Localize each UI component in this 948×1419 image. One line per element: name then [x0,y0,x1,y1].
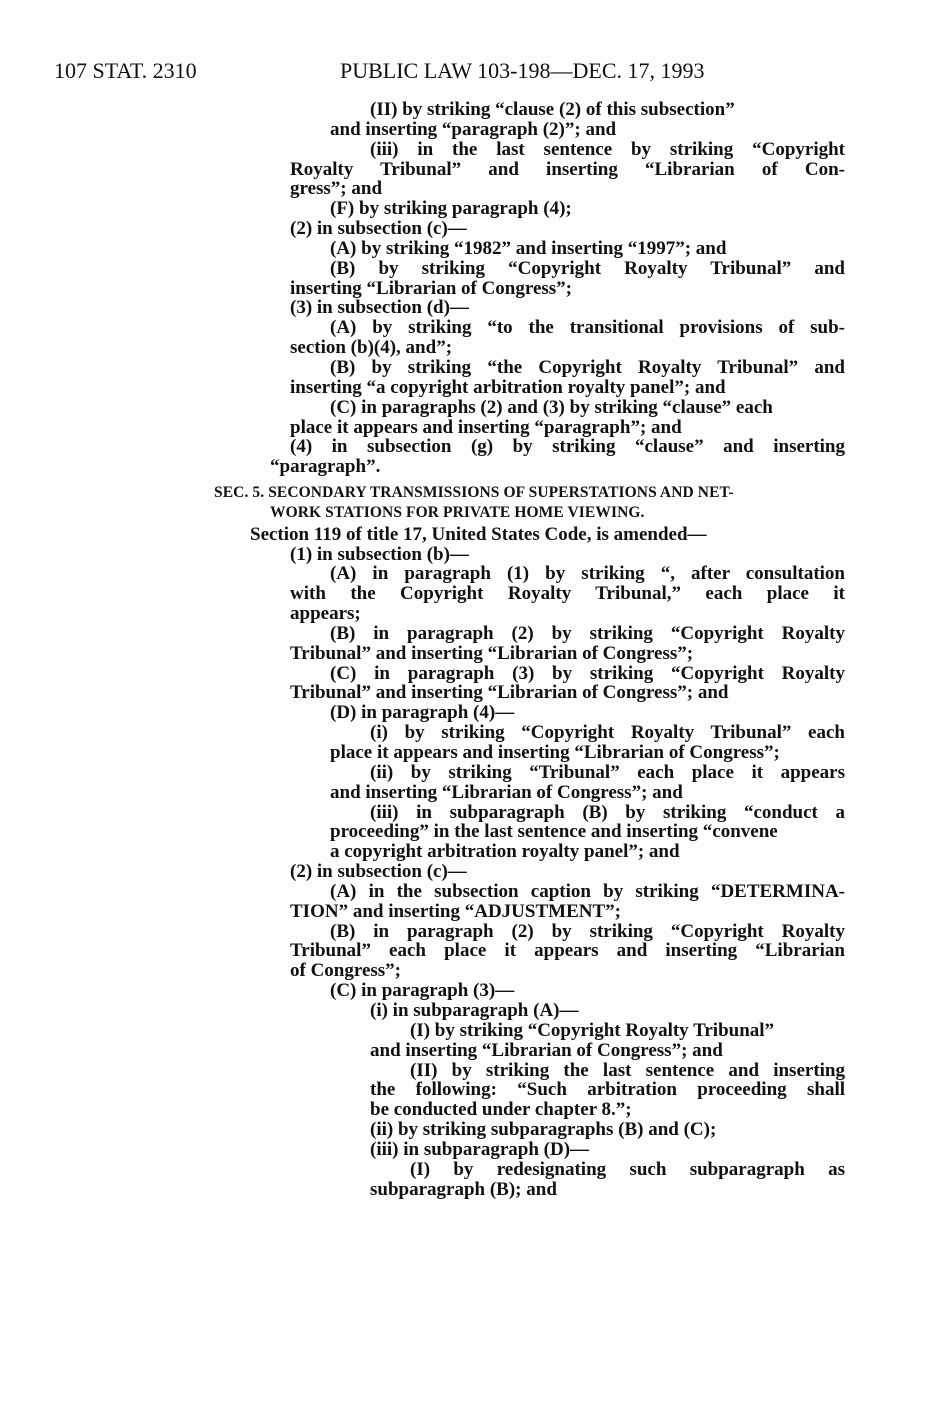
text-line: TION” and inserting “ADJUSTMENT”; [290,900,621,922]
text-line: (A) by striking “to the transitional provisions of sub- [330,317,845,339]
text-line: (i) in subparagraph (A)— [370,999,579,1021]
text-line: a copyright arbitration royalty panel”; and [330,841,680,863]
text-line: (iii) in the last sentence by striking “Copyright [370,138,845,160]
text-line: inserting “a copyright arbitration royalty panel”; and [290,376,726,398]
text-line: appears; [290,603,361,625]
text-line: (i) by striking “Copyright Royalty Tribunal” each [370,722,845,744]
text-line: of Congress”; [290,960,402,982]
text-line: (iii) in subparagraph (D)— [370,1138,590,1160]
text-line: (4) in subsection (g) by striking “clause” and inserting [290,436,845,458]
text-line: (ii) by striking subparagraphs (B) and (C); [370,1119,717,1141]
text-line: (I) by redesignating such subparagraph as [410,1158,845,1180]
text-line: (ii) by striking “Tribunal” each place it appears [370,761,845,783]
text-line: place it appears and inserting “Librarian of Congress”; [330,742,780,763]
text-line: (B) by striking “the Copyright Royalty Tribunal” and [330,356,845,378]
text-line: (F) by striking paragraph (4); [330,198,572,220]
text-line: section (b)(4), and”; [290,337,453,359]
text-line: (A) by striking “1982” and inserting “1997”; and [330,237,727,259]
text-line: (II) by striking “clause (2) of this subsection” [370,99,735,120]
text-line: inserting “Librarian of Congress”; [290,277,573,299]
text-line: (3) in subsection (d)— [290,297,469,319]
text-line: (A) in paragraph (1) by striking “, after consultation [330,563,845,585]
text-line: (B) in paragraph (2) by striking “Copyright Royalty [330,622,845,644]
text-line: Tribunal” and inserting “Librarian of Congress”; [290,642,694,664]
text-line: gress”; and [290,178,383,200]
text-line: (I) by striking “Copyright Royalty Tribunal” [410,1019,775,1041]
text-line: (B) by striking “Copyright Royalty Tribunal” and [330,257,845,279]
text-line: (2) in subsection (c)— [290,218,467,240]
text-line: Tribunal” each place it appears and inserting “Librarian [290,940,845,962]
text-line: with the Copyright Royalty Tribunal,” each place it [290,583,845,605]
text-line: (C) in paragraphs (2) and (3) by striking “clause” each [330,396,773,418]
text-line: (iii) in subparagraph (B) by striking “conduct a [370,801,845,823]
stat-page-number: 107 STAT. 2310 [54,58,197,83]
text-line: “paragraph”. [270,456,381,478]
text-line: place it appears and inserting “paragraph”; and [290,416,682,438]
page-header [40,58,908,88]
document-body [214,99,845,1200]
text-line: be conducted under chapter 8.”; [370,1099,632,1121]
text-line: (II) by striking the last sentence and inserting [410,1059,845,1081]
text-line: proceeding” in the last sentence and inserting “convene [330,821,778,843]
text-line: and inserting “paragraph (2)”; and [330,118,617,140]
text-line: (D) in paragraph (4)— [330,702,515,724]
text-line: (2) in subsection (c)— [290,861,467,883]
text-line: (C) in paragraph (3)— [330,980,515,1002]
section-heading: WORK STATIONS FOR PRIVATE HOME VIEWING. [270,503,645,521]
text-line: (C) in paragraph (3) by striking “Copyright Royalty [330,662,845,684]
text-line: (A) in the subsection caption by striking “DETERMINA- [330,880,845,902]
running-head: PUBLIC LAW 103-198—DEC. 17, 1993 [340,58,705,83]
text-line: (B) in paragraph (2) by striking “Copyright Royalty [330,920,845,942]
text-line: subparagraph (B); and [370,1178,557,1200]
text-line: Section 119 of title 17, United States Code, is amended— [250,523,707,545]
text-line: Royalty Tribunal” and inserting “Librarian of Con- [290,158,845,180]
text-line: and inserting “Librarian of Congress”; and [330,781,683,803]
text-line: (1) in subsection (b)— [290,543,469,565]
text-line: the following: “Such arbitration proceeding shall [370,1079,845,1101]
text-line: Tribunal” and inserting “Librarian of Congress”; and [290,682,729,704]
section-heading: SEC. 5. SECONDARY TRANSMISSIONS OF SUPERSTATIONS AND NET- [214,484,734,502]
text-line: and inserting “Librarian of Congress”; and [370,1039,723,1061]
